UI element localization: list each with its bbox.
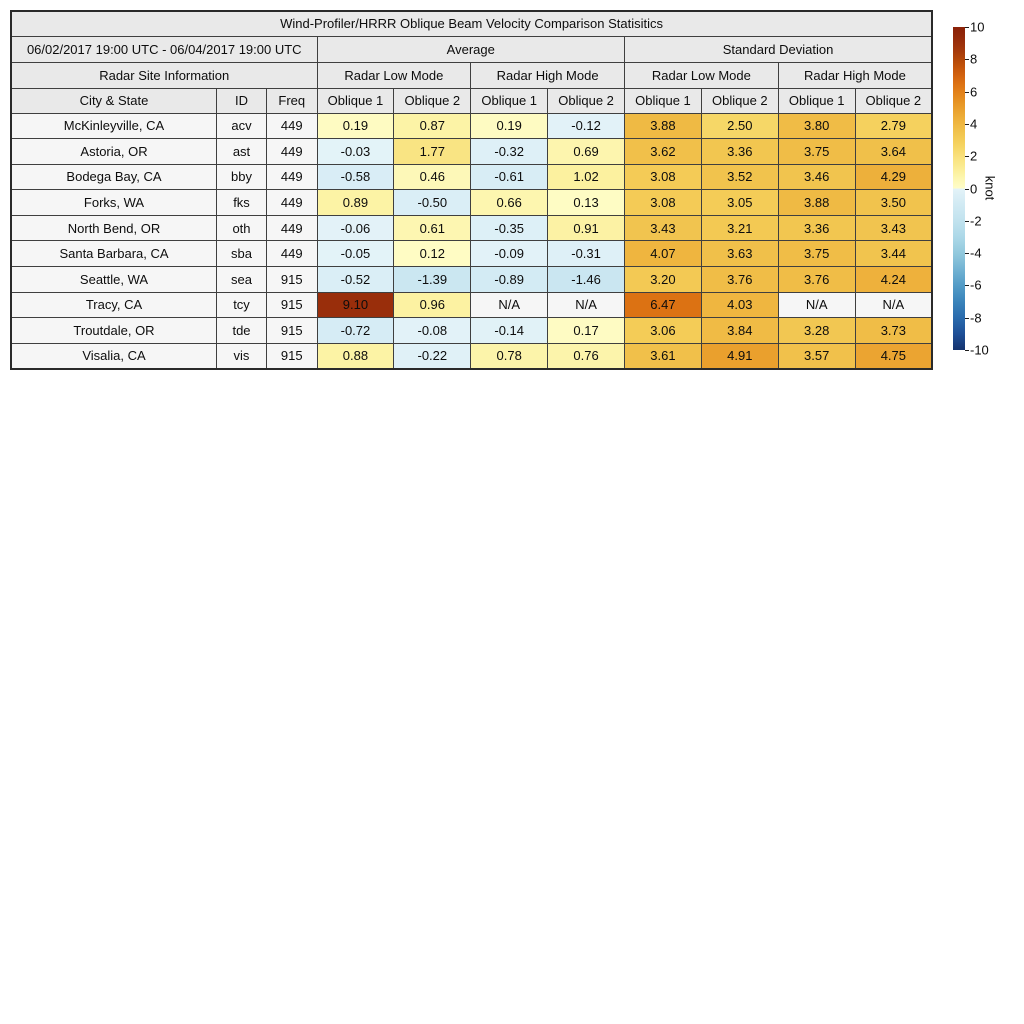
value-cell: 0.76 — [548, 343, 625, 369]
value-cell: 3.20 — [625, 267, 702, 293]
colorbar-tick — [965, 253, 969, 254]
value-cell: 3.88 — [625, 113, 702, 139]
city-cell: Santa Barbara, CA — [11, 241, 217, 267]
value-cell: 0.61 — [394, 215, 471, 241]
value-cell: -0.12 — [548, 113, 625, 139]
site-id-cell: fks — [217, 190, 267, 216]
value-cell: 0.89 — [317, 190, 394, 216]
value-cell: 3.08 — [625, 164, 702, 190]
column-header-row — [11, 88, 932, 113]
value-cell: -0.22 — [394, 343, 471, 369]
site-id-cell: sba — [217, 241, 267, 267]
value-cell: -0.61 — [471, 164, 548, 190]
col-header-id: ID — [217, 88, 267, 113]
group-header-average: Average — [317, 36, 625, 62]
group-header-row — [11, 36, 932, 62]
value-cell: -0.08 — [394, 318, 471, 344]
value-cell: 3.44 — [855, 241, 932, 267]
value-cell: 3.46 — [778, 164, 855, 190]
value-cell: 4.75 — [855, 343, 932, 369]
site-id-cell: tde — [217, 318, 267, 344]
value-cell: 3.63 — [701, 241, 778, 267]
value-cell: 0.46 — [394, 164, 471, 190]
site-id-cell: bby — [217, 164, 267, 190]
freq-cell: 915 — [267, 292, 318, 318]
value-cell: -0.14 — [471, 318, 548, 344]
value-cell: -0.03 — [317, 139, 394, 165]
site-info-header: Radar Site Information — [11, 62, 317, 88]
value-cell: 3.76 — [701, 267, 778, 293]
colorbar-tick-label: 6 — [970, 84, 978, 100]
col-header-oblique1: Oblique 1 — [471, 88, 548, 113]
freq-cell: 915 — [267, 343, 318, 369]
site-id-cell: tcy — [217, 292, 267, 318]
col-header-oblique1: Oblique 1 — [317, 88, 394, 113]
value-cell: 3.76 — [778, 267, 855, 293]
colorbar-tick-label: 0 — [970, 181, 978, 196]
value-cell: 3.64 — [855, 139, 932, 165]
value-cell: 2.50 — [701, 113, 778, 139]
freq-cell: 449 — [267, 215, 318, 241]
value-cell: -0.58 — [317, 164, 394, 190]
value-cell: 3.75 — [778, 241, 855, 267]
table-title: Wind-Profiler/HRRR Oblique Beam Velocity Comparison Statisitics — [11, 11, 932, 36]
city-cell: Visalia, CA — [11, 343, 217, 369]
value-cell: 1.77 — [394, 139, 471, 165]
value-cell: 3.75 — [778, 139, 855, 165]
colorbar-tick-label: -8 — [970, 310, 982, 326]
value-cell: 3.88 — [778, 190, 855, 216]
colorbar-tick — [965, 59, 969, 60]
colorbar-tick — [965, 318, 969, 319]
col-header-oblique2: Oblique 2 — [394, 88, 471, 113]
value-cell: -0.09 — [471, 241, 548, 267]
site-id-cell: vis — [217, 343, 267, 369]
colorbar-gradient — [953, 27, 965, 350]
value-cell: 0.12 — [394, 241, 471, 267]
table-row — [11, 113, 932, 139]
value-cell: N/A — [548, 292, 625, 318]
colorbar-tick-label: 10 — [970, 19, 985, 35]
city-cell: Seattle, WA — [11, 267, 217, 293]
value-cell: 2.79 — [855, 113, 932, 139]
value-cell: -0.05 — [317, 241, 394, 267]
mode-header-row — [11, 62, 932, 88]
value-cell: 4.91 — [701, 343, 778, 369]
value-cell: 9.10 — [317, 292, 394, 318]
table-row — [11, 190, 932, 216]
value-cell: -0.35 — [471, 215, 548, 241]
value-cell: 4.03 — [701, 292, 778, 318]
value-cell: 6.47 — [625, 292, 702, 318]
table-row — [11, 343, 932, 369]
table-row — [11, 292, 932, 318]
freq-cell: 449 — [267, 241, 318, 267]
table-header — [11, 11, 932, 113]
value-cell: 0.19 — [317, 113, 394, 139]
table-body — [11, 113, 932, 369]
colorbar-tick — [965, 350, 969, 351]
value-cell: N/A — [778, 292, 855, 318]
table-row — [11, 164, 932, 190]
value-cell: 3.06 — [625, 318, 702, 344]
colorbar-tick — [965, 124, 969, 125]
col-header-oblique1: Oblique 1 — [778, 88, 855, 113]
value-cell: N/A — [471, 292, 548, 318]
value-cell: 0.96 — [394, 292, 471, 318]
freq-cell: 449 — [267, 139, 318, 165]
value-cell: 0.69 — [548, 139, 625, 165]
value-cell: 3.57 — [778, 343, 855, 369]
colorbar-tick — [965, 221, 969, 222]
col-header-oblique2: Oblique 2 — [701, 88, 778, 113]
value-cell: 3.73 — [855, 318, 932, 344]
value-cell: 3.36 — [701, 139, 778, 165]
value-cell: 3.52 — [701, 164, 778, 190]
value-cell: -0.50 — [394, 190, 471, 216]
site-id-cell: acv — [217, 113, 267, 139]
colorbar-tick-label: -2 — [970, 213, 982, 229]
value-cell: 0.13 — [548, 190, 625, 216]
colorbar-tick-label: 4 — [970, 116, 978, 132]
colorbar-tick — [965, 92, 969, 93]
table-row — [11, 267, 932, 293]
value-cell: 3.84 — [701, 318, 778, 344]
value-cell: 3.36 — [778, 215, 855, 241]
value-cell: 3.43 — [855, 215, 932, 241]
group-header-std: Standard Deviation — [625, 36, 933, 62]
mode-header-std-low: Radar Low Mode — [625, 62, 779, 88]
value-cell: -1.46 — [548, 267, 625, 293]
city-cell: McKinleyville, CA — [11, 113, 217, 139]
value-cell: 0.17 — [548, 318, 625, 344]
value-cell: 4.24 — [855, 267, 932, 293]
colorbar-tick-label: 8 — [970, 51, 978, 67]
site-id-cell: ast — [217, 139, 267, 165]
value-cell: 4.07 — [625, 241, 702, 267]
freq-cell: 449 — [267, 164, 318, 190]
value-cell: 0.19 — [471, 113, 548, 139]
colorbar-tick — [965, 285, 969, 286]
value-cell: 3.43 — [625, 215, 702, 241]
table-row — [11, 139, 932, 165]
colorbar-tick-label: -4 — [970, 245, 982, 261]
site-id-cell: sea — [217, 267, 267, 293]
title-row — [11, 11, 932, 36]
date-range: 06/02/2017 19:00 UTC - 06/04/2017 19:00 UTC — [11, 36, 317, 62]
value-cell: 0.91 — [548, 215, 625, 241]
value-cell: 3.61 — [625, 343, 702, 369]
mode-header-avg-high: Radar High Mode — [471, 62, 625, 88]
mode-header-std-high: Radar High Mode — [778, 62, 932, 88]
colorbar-tick-label: -6 — [970, 277, 982, 293]
value-cell: 0.87 — [394, 113, 471, 139]
value-cell: N/A — [855, 292, 932, 318]
col-header-oblique2: Oblique 2 — [855, 88, 932, 113]
freq-cell: 449 — [267, 190, 318, 216]
city-cell: Tracy, CA — [11, 292, 217, 318]
table-row — [11, 215, 932, 241]
col-header-oblique1: Oblique 1 — [625, 88, 702, 113]
value-cell: -0.06 — [317, 215, 394, 241]
freq-cell: 449 — [267, 113, 318, 139]
colorbar-tick-label: -10 — [970, 342, 989, 358]
city-cell: Forks, WA — [11, 190, 217, 216]
col-header-freq: Freq — [267, 88, 318, 113]
city-cell: Astoria, OR — [11, 139, 217, 165]
value-cell: 0.78 — [471, 343, 548, 369]
city-cell: Troutdale, OR — [11, 318, 217, 344]
value-cell: -0.31 — [548, 241, 625, 267]
stats-table — [10, 10, 933, 370]
value-cell: 4.29 — [855, 164, 932, 190]
value-cell: 0.88 — [317, 343, 394, 369]
value-cell: -0.89 — [471, 267, 548, 293]
value-cell: 3.62 — [625, 139, 702, 165]
value-cell: 3.50 — [855, 190, 932, 216]
value-cell: 3.05 — [701, 190, 778, 216]
city-cell: North Bend, OR — [11, 215, 217, 241]
site-id-cell: oth — [217, 215, 267, 241]
colorbar-unit-label: knot — [982, 175, 998, 201]
value-cell: -0.52 — [317, 267, 394, 293]
value-cell: -0.72 — [317, 318, 394, 344]
colorbar-tick — [965, 27, 969, 28]
table-row — [11, 318, 932, 344]
colorbar-tick — [965, 189, 969, 190]
table-row — [11, 241, 932, 267]
value-cell: 3.28 — [778, 318, 855, 344]
col-header-oblique2: Oblique 2 — [548, 88, 625, 113]
value-cell: 3.21 — [701, 215, 778, 241]
freq-cell: 915 — [267, 267, 318, 293]
value-cell: 3.80 — [778, 113, 855, 139]
value-cell: 3.08 — [625, 190, 702, 216]
colorbar-tick-label: 2 — [970, 148, 978, 164]
value-cell: -0.32 — [471, 139, 548, 165]
value-cell: -1.39 — [394, 267, 471, 293]
value-cell: 0.66 — [471, 190, 548, 216]
mode-header-avg-low: Radar Low Mode — [317, 62, 471, 88]
colorbar-tick — [965, 156, 969, 157]
freq-cell: 915 — [267, 318, 318, 344]
city-cell: Bodega Bay, CA — [11, 164, 217, 190]
col-header-city: City & State — [11, 88, 217, 113]
value-cell: 1.02 — [548, 164, 625, 190]
